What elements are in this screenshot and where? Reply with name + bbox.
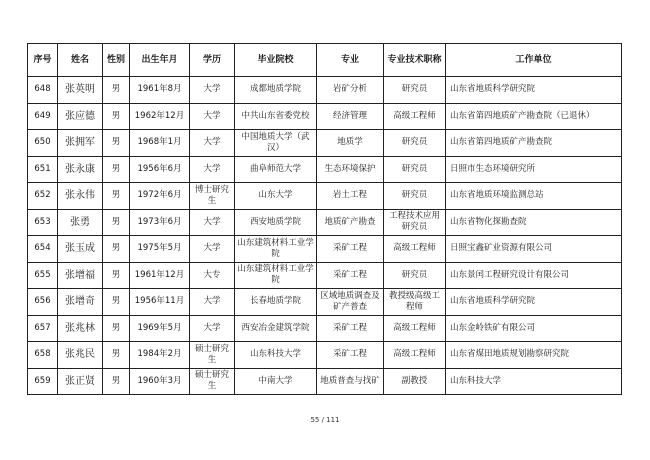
cell-number: 656 — [28, 289, 58, 316]
cell-gender: 男 — [103, 209, 130, 236]
cell-unit: 日照市生态环境研究所 — [446, 156, 622, 183]
cell-unit: 山东省地质环境监测总站 — [446, 183, 622, 210]
cell-education: 大学 — [190, 156, 235, 183]
cell-school: 曲阜师范大学 — [235, 156, 317, 183]
header-title: 专业技术职称 — [384, 44, 446, 77]
cell-title: 教授级高级工程师 — [384, 289, 446, 316]
cell-number: 655 — [28, 262, 58, 289]
cell-unit: 日照宝鑫矿业资源有限公司 — [446, 236, 622, 263]
cell-number: 650 — [28, 130, 58, 157]
cell-school: 长春地质学院 — [235, 289, 317, 316]
cell-number: 653 — [28, 209, 58, 236]
cell-unit: 山东省第四地质矿产勘查院（已退休） — [446, 103, 622, 130]
cell-name: 张玉成 — [58, 236, 103, 263]
cell-title: 副教授 — [384, 368, 446, 395]
cell-number: 648 — [28, 77, 58, 104]
cell-school: 西安地质学院 — [235, 209, 317, 236]
cell-unit: 山东省物化探勘查院 — [446, 209, 622, 236]
cell-name: 张兆林 — [58, 315, 103, 342]
cell-name: 张拥军 — [58, 130, 103, 157]
cell-school: 西安冶金建筑学院 — [235, 315, 317, 342]
cell-major: 地质矿产勘查 — [317, 209, 384, 236]
header-number: 序号 — [28, 44, 58, 77]
cell-birth: 1960年3月 — [130, 368, 190, 395]
cell-major: 区域地质调查及矿产普查 — [317, 289, 384, 316]
cell-major: 地质普查与找矿 — [317, 368, 384, 395]
cell-birth: 1975年5月 — [130, 236, 190, 263]
cell-gender: 男 — [103, 77, 130, 104]
cell-education: 大学 — [190, 130, 235, 157]
cell-number: 657 — [28, 315, 58, 342]
cell-gender: 男 — [103, 183, 130, 210]
cell-birth: 1956年6月 — [130, 156, 190, 183]
cell-birth: 1956年11月 — [130, 289, 190, 316]
cell-gender: 男 — [103, 130, 130, 157]
cell-number: 652 — [28, 183, 58, 210]
cell-name: 张英明 — [58, 77, 103, 104]
cell-major: 岩土工程 — [317, 183, 384, 210]
table-row — [28, 209, 622, 236]
cell-school: 山东建筑材料工业学院 — [235, 262, 317, 289]
cell-education: 硕士研究生 — [190, 368, 235, 395]
cell-name: 张永伟 — [58, 183, 103, 210]
page-number: 55 / 111 — [310, 416, 340, 424]
cell-unit: 山东省煤田地质规划勘察研究院 — [446, 342, 622, 369]
table-row — [28, 315, 622, 342]
cell-name: 张永康 — [58, 156, 103, 183]
table-row — [28, 368, 622, 395]
cell-school: 中国地质大学（武汉） — [235, 130, 317, 157]
table-row — [28, 289, 622, 316]
cell-gender: 男 — [103, 289, 130, 316]
cell-name: 张勇 — [58, 209, 103, 236]
cell-title: 研究员 — [384, 77, 446, 104]
cell-gender: 男 — [103, 342, 130, 369]
cell-gender: 男 — [103, 236, 130, 263]
cell-title: 高级工程师 — [384, 236, 446, 263]
header-education: 学历 — [190, 44, 235, 77]
cell-title: 研究员 — [384, 130, 446, 157]
cell-education: 大学 — [190, 315, 235, 342]
cell-major: 经济管理 — [317, 103, 384, 130]
table-row — [28, 183, 622, 210]
table-row — [28, 130, 622, 157]
cell-gender: 男 — [103, 156, 130, 183]
cell-number: 651 — [28, 156, 58, 183]
header-name: 姓名 — [58, 44, 103, 77]
table-row — [28, 77, 622, 104]
cell-major: 采矿工程 — [317, 262, 384, 289]
cell-title: 高级工程师 — [384, 315, 446, 342]
cell-major: 采矿工程 — [317, 342, 384, 369]
header-unit: 工作单位 — [446, 44, 622, 77]
cell-education: 大学 — [190, 209, 235, 236]
cell-name: 张增福 — [58, 262, 103, 289]
table-row — [28, 342, 622, 369]
cell-title: 工程技术应用研究员 — [384, 209, 446, 236]
cell-title: 研究员 — [384, 183, 446, 210]
header-gender: 性别 — [103, 44, 130, 77]
table-row — [28, 156, 622, 183]
cell-school: 山东大学 — [235, 183, 317, 210]
cell-name: 张兆民 — [58, 342, 103, 369]
cell-major: 岩矿分析 — [317, 77, 384, 104]
cell-name: 张应德 — [58, 103, 103, 130]
cell-education: 博士研究生 — [190, 183, 235, 210]
cell-number: 649 — [28, 103, 58, 130]
cell-number: 658 — [28, 342, 58, 369]
cell-education: 大学 — [190, 236, 235, 263]
cell-birth: 1962年12月 — [130, 103, 190, 130]
cell-title: 高级工程师 — [384, 103, 446, 130]
cell-name: 张正贤 — [58, 368, 103, 395]
cell-number: 659 — [28, 368, 58, 395]
cell-education: 大学 — [190, 77, 235, 104]
header-major: 专业 — [317, 44, 384, 77]
cell-gender: 男 — [103, 103, 130, 130]
cell-major: 采矿工程 — [317, 236, 384, 263]
personnel-table — [27, 43, 622, 395]
cell-birth: 1984年2月 — [130, 342, 190, 369]
cell-major: 地质学 — [317, 130, 384, 157]
cell-education: 大学 — [190, 103, 235, 130]
cell-school: 山东科技大学 — [235, 342, 317, 369]
table-row — [28, 236, 622, 263]
table-row — [28, 262, 622, 289]
cell-title: 高级工程师 — [384, 342, 446, 369]
cell-gender: 男 — [103, 315, 130, 342]
table-row — [28, 103, 622, 130]
cell-birth: 1968年1月 — [130, 130, 190, 157]
cell-school: 中南大学 — [235, 368, 317, 395]
cell-education: 大学 — [190, 289, 235, 316]
cell-education: 大专 — [190, 262, 235, 289]
cell-gender: 男 — [103, 262, 130, 289]
cell-birth: 1961年12月 — [130, 262, 190, 289]
cell-birth: 1961年8月 — [130, 77, 190, 104]
cell-education: 硕士研究生 — [190, 342, 235, 369]
header-school: 毕业院校 — [235, 44, 317, 77]
cell-title: 研究员 — [384, 262, 446, 289]
cell-gender: 男 — [103, 368, 130, 395]
cell-unit: 山东省地质科学研究院 — [446, 289, 622, 316]
cell-unit: 山东省第四地质矿产勘查院 — [446, 130, 622, 157]
cell-number: 654 — [28, 236, 58, 263]
cell-unit: 山东景闰工程研究设计有限公司 — [446, 262, 622, 289]
cell-birth: 1972年6月 — [130, 183, 190, 210]
cell-birth: 1973年6月 — [130, 209, 190, 236]
cell-birth: 1969年5月 — [130, 315, 190, 342]
cell-school: 山东建筑材料工业学院 — [235, 236, 317, 263]
cell-major: 生态环境保护 — [317, 156, 384, 183]
cell-school: 中共山东省委党校 — [235, 103, 317, 130]
cell-major: 采矿工程 — [317, 315, 384, 342]
header-birth: 出生年月 — [130, 44, 190, 77]
cell-title: 研究员 — [384, 156, 446, 183]
cell-name: 张增奇 — [58, 289, 103, 316]
header-row — [28, 44, 622, 77]
cell-unit: 山东省地质科学研究院 — [446, 77, 622, 104]
cell-unit: 山东金岭铁矿有限公司 — [446, 315, 622, 342]
cell-unit: 山东科技大学 — [446, 368, 622, 395]
cell-school: 成都地质学院 — [235, 77, 317, 104]
table-body — [28, 77, 622, 395]
